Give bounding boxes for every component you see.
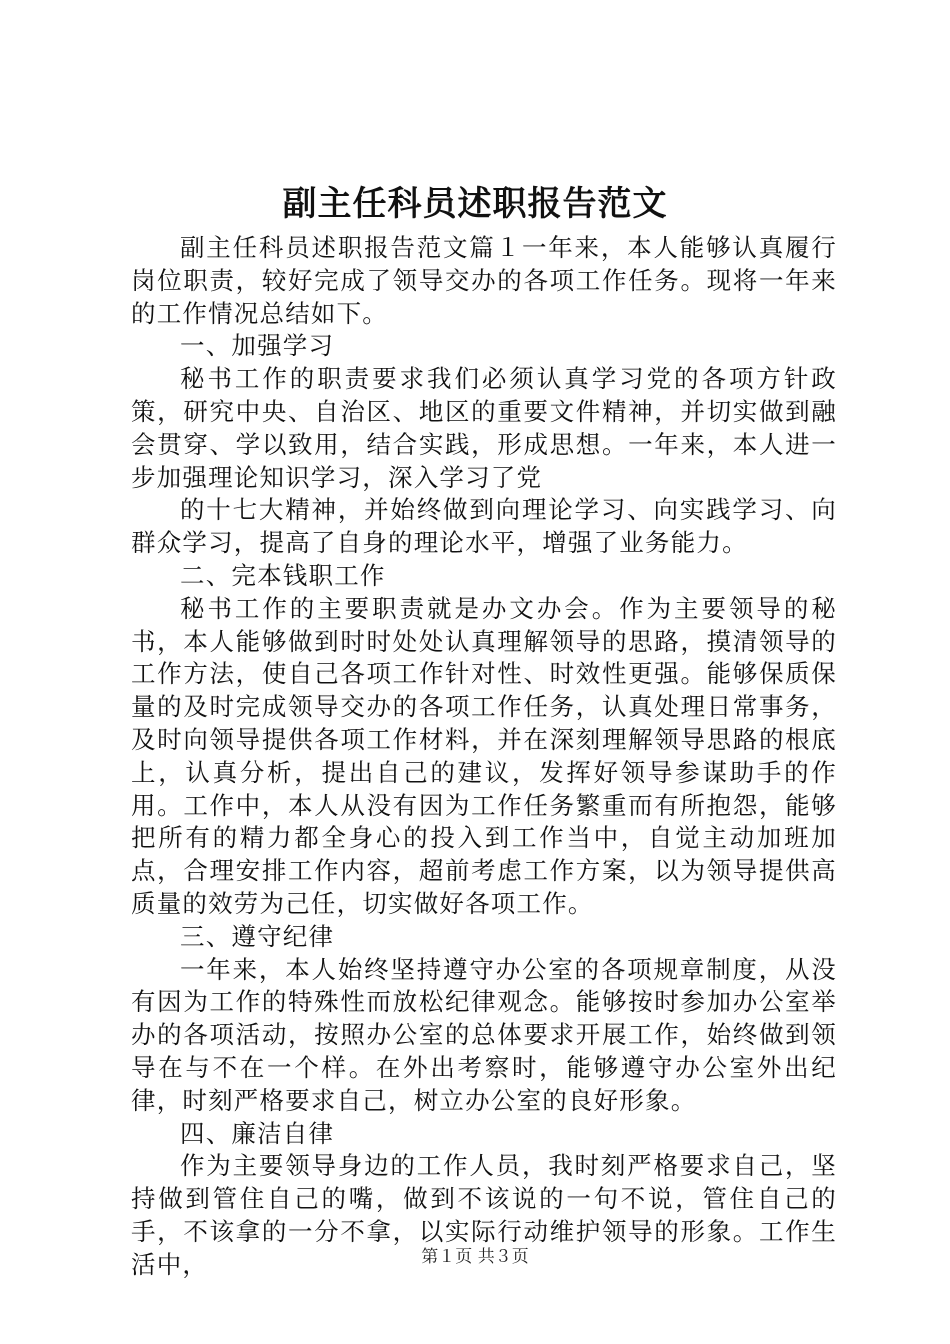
section-heading-integrity: 四、廉洁自律 xyxy=(180,1118,335,1148)
page-number-footer: 第１页 共３页 xyxy=(421,1247,529,1267)
paragraph-duties: 秘书工作的主要职责就是办文办会。作为主要领导的秘书，本人能够做到时时处处认真理解领导的思路，摸清领导的工作方法，使自己各项工作针对性、时效性更强。能够保质保量的及时完成领导交办的各项工作任务，认真处理日常事务，及时向领导提供各项工作材料，并在深刻理解领导思路的根底上，认真分析，提出自己的建议，发挥好领导参谋助手的作用。工作中，本人从没有因为工作任务繁重而有所抱怨，能够把所有的精力都全身心的投入到工作当中，自觉主动加班加点，合理安排工作内容，超前考虑工作方案，以为领导提供高质量的效劳为己任，切实做好各项工作。 xyxy=(131,593,837,918)
paragraph-study: 秘书工作的职责要求我们必须认真学习党的各项方针政策，研究中央、自治区、地区的重要文件精神，并切实做到融会贯穿、学以致用，结合实践，形成思想。一年来，本人进一步加强理论知识学习，深入学习了党 xyxy=(131,364,837,492)
paragraph-integrity: 作为主要领导身边的工作人员，我时刻严格要求自己，坚持做到管住自己的嘴，做到不该说的一句不说，管住自己的手，不该拿的一分不拿，以实际行动维护领导的形象。工作生活中， xyxy=(131,1151,837,1279)
section-heading-study: 一、加强学习 xyxy=(180,331,335,361)
paragraph-intro: 副主任科员述职报告范文篇１一年来，本人能够认真履行岗位职责，较好完成了领导交办的各项工作任务。现将一年来的工作情况总结如下。 xyxy=(131,233,837,328)
paragraph-study-continued: 的十七大精神，并始终做到向理论学习、向实践学习、向群众学习，提高了自身的理论水平，增强了业务能力。 xyxy=(131,495,837,558)
paragraph-discipline: 一年来，本人始终坚持遵守办公室的各项规章制度，从没有因为工作的特殊性而放松纪律观念。能够按时参加办公室举办的各项活动，按照办公室的总体要求开展工作，始终做到领导在与不在一个样。在外出考察时，能够遵守办公室外出纪律，时刻严格要求自己，树立办公室的良好形象。 xyxy=(131,954,837,1115)
document-title: 副主任科员述职报告范文 xyxy=(282,184,668,224)
section-heading-duties: 二、完本钱职工作 xyxy=(180,560,386,590)
document-body xyxy=(131,232,837,1282)
section-heading-discipline: 三、遵守纪律 xyxy=(180,921,335,951)
